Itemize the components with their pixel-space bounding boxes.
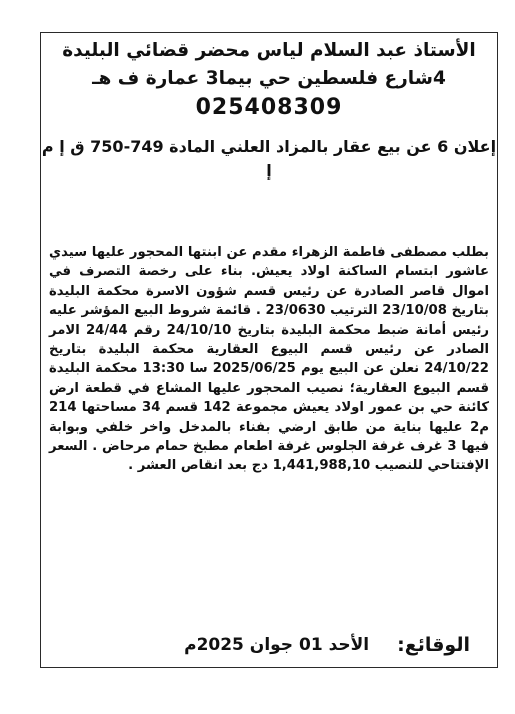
bailiff-name: الأستاذ عبد السلام لياس محضر قضائي البليدة	[62, 40, 476, 61]
announcement-title: إعلان 6 عن بيع عقار بالمزاد العلني المادة 749-750 ق إ م إ	[41, 137, 497, 180]
publication-label: الوقائع:	[397, 634, 470, 656]
legal-notice	[40, 32, 498, 668]
bailiff-address: 4شارع فلسطين حي بيما3 عمارة ف هـ	[92, 68, 446, 89]
notice-body: بطلب مصطفى فاطمة الزهراء مقدم عن ابنتها المحجور عليها سيدي عاشور ابتسام الساكنة اولاد يعيش. بناء على رخصة التصرف في اموال قاصر الصادرة عن رئيس قسم شؤون الاسرة محكمة البليدة بتاريخ 23/10/08 الترتيب 23/0630 . قائمة شروط البيع المؤشر عليه رئيس أمانة ضبط محكمة البليدة بتاريخ 24/10/10 رقم 24/44 الامر الصادر عن رئيس قسم البيوع العقارية محكمة البليدة بتاريخ 24/10/22 نعلن عن البيع يوم 2025/06/25 سا 13:30 محكمة البليدة قسم البيوع العقارية؛ نصيب المحجور عليها المشاع في قطعة ارض كائنة حي بن عمور اولاد يعيش مجموعة 142 قسم 34 مساحتها 214 م2 عليها بناية من طابق ارضي بفناء بالمدخل واخر خلفي وبوابة فيها 3 غرف غرفة الجلوس غرفة اطعام مطبخ حمام مرحاض . السعر الإفتتاحي للنصيب 1,441,988,10 دج بعد انقاص العشر .	[49, 245, 490, 474]
publication-footer	[80, 627, 500, 663]
notice-header	[41, 33, 497, 183]
publication-date: الأحد 01 جوان 2025م	[184, 635, 370, 655]
bailiff-phone: 025408309	[195, 95, 343, 120]
